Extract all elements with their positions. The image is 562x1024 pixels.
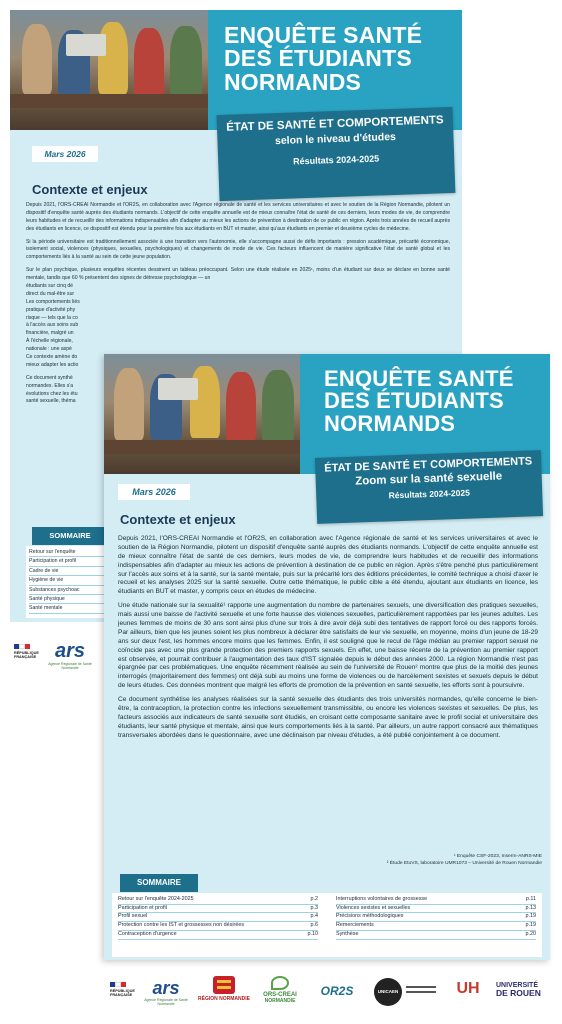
subtitle: ÉTAT DE SANTÉ ET COMPORTEMENTS (324, 455, 533, 475)
subtitle-focus: selon le niveau d'études (274, 130, 397, 148)
toc-item-label: Cadre de vie (29, 567, 59, 574)
toc-item-label: Participation et profil (118, 904, 167, 911)
toc-item[interactable] (118, 922, 318, 931)
paragraph-fragment: normandes. Elles s'a (26, 382, 74, 389)
paragraph-fragment: nationale : une aspé (26, 346, 72, 353)
toc-item-label: Profil sexuel (118, 913, 148, 920)
logo-text: Agence Régionale de Santé Normandie (48, 662, 92, 670)
paragraph-fragment: pratique d'activité phy (26, 306, 76, 313)
toc-item-label: Violences sexistes et sexuelles (336, 904, 411, 911)
unicaen-logo (374, 978, 402, 1006)
toc-item[interactable] (336, 922, 536, 931)
table-of-contents (26, 546, 114, 618)
publication-date: Mars 2026 (118, 484, 190, 500)
title-line: DES ÉTUDIANTS (224, 45, 412, 72)
ors-creai-logo (254, 976, 306, 1004)
toc-item[interactable] (29, 548, 111, 557)
logo-text: ars (54, 640, 86, 662)
republique-francaise-logo (14, 644, 42, 659)
toc-item[interactable] (29, 586, 111, 595)
toc-item-label: Interruptions volontaires de grossesse (336, 896, 428, 902)
french-flag-icon (110, 982, 126, 987)
logo-text: ORS-CREAI (263, 992, 297, 998)
paragraph-fragment: Ce contexte amène do (26, 354, 78, 361)
toc-item[interactable] (29, 557, 111, 566)
toc-item[interactable] (29, 604, 111, 613)
logo-text: UH (456, 980, 480, 997)
table-of-contents (112, 893, 542, 957)
toc-item-page: p.19 (525, 913, 536, 920)
ars-logo (144, 978, 188, 1006)
paragraph-fragment: À l'échelle régionale, (26, 338, 73, 345)
title-line: DES ÉTUDIANTS (324, 388, 504, 414)
paragraph-fragment: étudiants sur cinq dé (26, 283, 74, 290)
toc-item-page: p.10 (307, 930, 318, 937)
toc-item-label: Santé physique (29, 596, 65, 603)
title-line: ENQUÊTE SANTÉ (224, 22, 423, 48)
toc-item-page: p.4 (310, 913, 318, 920)
toc-item-label: Retour sur l'enquête (29, 549, 76, 555)
ars-logo (46, 640, 94, 670)
results-year: Résultats 2024-2025 (293, 153, 380, 167)
sommaire-label: SOMMAIRE (120, 874, 198, 892)
sommaire-label: SOMMAIRE (32, 527, 108, 545)
results-year: Résultats 2024-2025 (388, 487, 471, 501)
toc-item-label: Contraception d'urgence (118, 930, 177, 937)
toc-column-left (118, 896, 318, 954)
paragraph: Ce document synthétise les analyses réalisées sur la santé sexuelle des étudiants des trois universités normandes, qu'elle concerne le bien-être, la contraception, la protection contre les infections sexuellement transmissible, ou encore les violences sexistes et sexuelles. De plus, les facteurs associés aux indicateurs de santé sexuelle sont étudiés, en croisant cette composante sanitaire avec le profil social et universitaire des étudiants, leur santé physique et mentale, ainsi que leurs comportements liés à la santé. Par ailleurs, un autre rapport consacré aux thématiques transversales abordées dans le questionnaire, avec une déclinaison par niveau d'études, a été publié conjointement à ce document. (118, 696, 538, 739)
toc-item-label: Participation et profil (29, 558, 76, 565)
partner-logos-left (14, 640, 104, 676)
toc-item-page: p.6 (310, 922, 318, 929)
universite-le-havre-logo (448, 980, 488, 998)
logo-text: UNICAEN (377, 989, 399, 994)
paragraph-fragment: à l'accès aux soins sub (26, 322, 79, 329)
universite-caen-text-logo (406, 986, 436, 993)
republique-francaise-logo (110, 982, 140, 997)
logo-text: RÉPUBLIQUE (14, 651, 39, 655)
body-text (118, 535, 538, 746)
toc-item[interactable] (29, 595, 111, 604)
document-title (324, 368, 548, 435)
toc-item-label: Synthèse (336, 930, 359, 937)
toc-item-label: Hygiène de vie (29, 577, 64, 584)
paragraph-fragment: risque — tels que la co (26, 314, 78, 321)
toc-item-page: p.2 (310, 896, 318, 902)
toc-item[interactable] (29, 567, 111, 576)
toc-item-label: Précisions méthodologiques (336, 913, 404, 920)
logo-text: FRANÇAISE (14, 655, 37, 660)
ors-leaf-icon (271, 976, 289, 990)
subtitle: ÉTAT DE SANTÉ ET COMPORTEMENTS (226, 114, 444, 134)
toc-item-label: Remerciements (336, 922, 374, 929)
paragraph-fragment: évolutions chez les étu (26, 390, 78, 397)
toc-item-page: p.3 (310, 904, 318, 911)
footnotes (324, 853, 542, 867)
document-cover-front (104, 354, 550, 960)
or2s-logo (310, 984, 364, 998)
toc-item[interactable] (336, 905, 536, 914)
toc-item[interactable] (336, 896, 536, 905)
paragraph-fragment: direct du mal-être sur (26, 290, 75, 297)
toc-item[interactable] (336, 931, 536, 940)
logo-text: RÉPUBLIQUE (110, 989, 135, 993)
paragraph-fragment: Ce document synthé (26, 374, 73, 381)
paragraph: Depuis 2021, l'ORS-CREAI Normandie et l'OR2S, en collaboration avec l'Agence régionale de santé et les services universitaires et avec le soutien de la Région Normandie, pilotent un dispositif d'enquête santé auprès des étudiants normands. L'objectif de cette enquête annuelle est de mieux connaître l'état de santé de ces derniers, leurs modes de vie, de comprendre leurs habitudes et de recueillir des informations indispensables afin d'adapter au mieux les actions de prévention à destination de ce public en région. Après trois années de recueil auprès des étudiants en licence, ce dispositif est étendu pour la première fois aux étudiants en BUT et master, ainsi qu'aux étudiants en premier et deuxième cycles de médecine. (26, 202, 450, 232)
toc-item-label: Santé mentale (29, 605, 63, 612)
toc-item[interactable] (118, 905, 318, 914)
toc-item[interactable] (118, 896, 318, 905)
region-normandie-logo (198, 976, 250, 1002)
logo-text: RÉGION NORMANDIE (198, 996, 250, 1002)
toc-item-label: Substances psychoac (29, 586, 80, 593)
title-line: NORMANDS (224, 68, 362, 95)
logo-text: ars (152, 978, 180, 998)
toc-item-page: p.13 (525, 904, 536, 911)
logo-text: Agence Régionale de Santé Normandie (144, 998, 188, 1006)
students-photo (104, 354, 300, 474)
toc-item[interactable] (336, 913, 536, 922)
toc-item[interactable] (118, 913, 318, 922)
paragraph: Une étude nationale sur la sexualité¹ rapporte une augmentation du nombre de partenaires sexuels, une diversification des pratiques sexuelles, mais aussi une baisse de l'activité sexuelle et une forte hausse des violences sexuelles, particulièrement rapportées par les jeunes adultes. Les jeunes femmes de moins de 30 ans sont ainsi plus d'une sur trois à dire avoir déjà subi des tentatives de rapport forcé ou des rapports forcés. Par ailleurs, bien que les jeunes soient les plus nombreux à déclarer être satisfaits de leur vie sexuelle, en moyenne, moins d'un jeune de 18-29 ans sur deux l'est, les hommes encore moins que les femmes. Enfin, il est souligné que le recul de l'âge médian au premier rapport sexuel ne coïncide pas avec une plus grande protection des premiers rapports sexuels. En effet, une baisse récente de la prévention au premier rapport est observée, et pourrait contribuer à l'augmentation des taux d'IST signalée depuis le début des années 2000. La région Normandie n'est pas épargnée par ces problématiques. Une enquête récemment réalisée au sein de l'université de Rouen² montre que plus de la moitié des jeunes interrogés (majoritairement des femmes) ont déjà subi au moins une forme de violences ou de harcèlement sexistes et sexuels depuis le début de leurs études. Ces données montrent que malgré les efforts de promotion de la prévention en santé sexuelle, les efforts sont à poursuivre. (118, 602, 538, 690)
document-title (224, 24, 460, 94)
paragraph-fragment: financière, malgré un (26, 330, 74, 337)
footnote: ¹ Enquête CSF-2023, Inserm-ANRS-MIE (453, 854, 542, 859)
subtitle-box (217, 107, 456, 201)
logo-text: FRANÇAISE (110, 993, 133, 998)
paragraph-fragment: mieux adapter les actio (26, 361, 79, 368)
logo-text: OR2S (320, 984, 354, 998)
toc-item-label: Protection contre les IST et grossesses non désirées (118, 922, 245, 929)
logo-text: UNIVERSITÉ (496, 982, 539, 989)
french-flag-icon (14, 644, 30, 649)
logo-text: DE ROUEN (496, 988, 541, 998)
footnote: ² Étude EtuVS, laboratoire UMR1073 – Université de Rouen Normandie (386, 861, 542, 867)
partner-logos-bottom (104, 972, 550, 1016)
paragraph: Sur le plan psychique, plusieurs enquêtes récentes dessinent un tableau préoccupant. Selon une étude réalisée en 2025¹, moins d'un étudiant sur deux se déclare en bonne santé mentale, tandis que 60 % présentent des signes de détresse psychologique — un (26, 267, 450, 282)
normandie-lions-icon (213, 976, 235, 994)
paragraph-fragment: santé sexuelle, théma (26, 398, 76, 405)
universite-rouen-logo (496, 982, 548, 998)
toc-item-page: p.19 (525, 922, 536, 929)
section-heading: Contexte et enjeux (120, 512, 236, 527)
publication-date: Mars 2026 (32, 146, 98, 162)
subtitle-box (315, 450, 543, 524)
paragraph: Si la période universitaire est traditionnellement associée à une transition vers l'autonomie, elle s'accompagne aussi de défis importants : pression académique, précarité économique, isolement social, violences (physiques, sexuelles, psychologiques) et changements de mode de vie. Ces facteurs influencent de manière significative l'état de santé global et les comportements liés à la santé au sein de cette jeune population. (26, 238, 450, 261)
toc-column-right (336, 896, 536, 954)
toc-item-label: Retour sur l'enquête 2024-2025 (118, 896, 194, 902)
paragraph-fragment: Les comportements liés (26, 298, 80, 305)
logo-text: NORMANDIE (264, 998, 296, 1004)
toc-item[interactable] (118, 931, 318, 940)
subtitle-focus: Zoom sur la santé sexuelle (355, 470, 503, 488)
title-line: NORMANDS (324, 410, 456, 436)
toc-item-page: p.20 (525, 930, 536, 937)
toc-item-page: p.11 (525, 896, 536, 902)
paragraph: Depuis 2021, l'ORS-CREAI Normandie et l'OR2S, en collaboration avec l'Agence régionale de santé et les services universitaires et avec le soutien de la Région Normandie, pilotent un dispositif d'enquête santé auprès des étudiants normands. L'objectif de cette enquête annuelle est de mieux connaître l'état de santé de ces derniers, leurs modes de vie, de comprendre leurs habitudes et de recueillir des informations indispensables afin d'adapter au mieux les actions de prévention à destination de ce public en région. Après s'être penché plus particulièrement sur l'accès aux soins et à la santé, sur la santé mentale, puis sur la précarité lors des éditions précédentes, le comité technique a choisi d'axer le recueil et les analyses 2025 sur la santé sexuelle. Outre cette thématique, le public cible a été étendu, ajoutant aux étudiants en licence, les étudiants en BUT et master, y compris ceux en études de médecine. (118, 535, 538, 596)
section-heading: Contexte et enjeux (32, 182, 148, 197)
toc-item[interactable] (29, 576, 111, 585)
students-photo (10, 10, 208, 130)
title-line: ENQUÊTE SANTÉ (324, 366, 514, 391)
